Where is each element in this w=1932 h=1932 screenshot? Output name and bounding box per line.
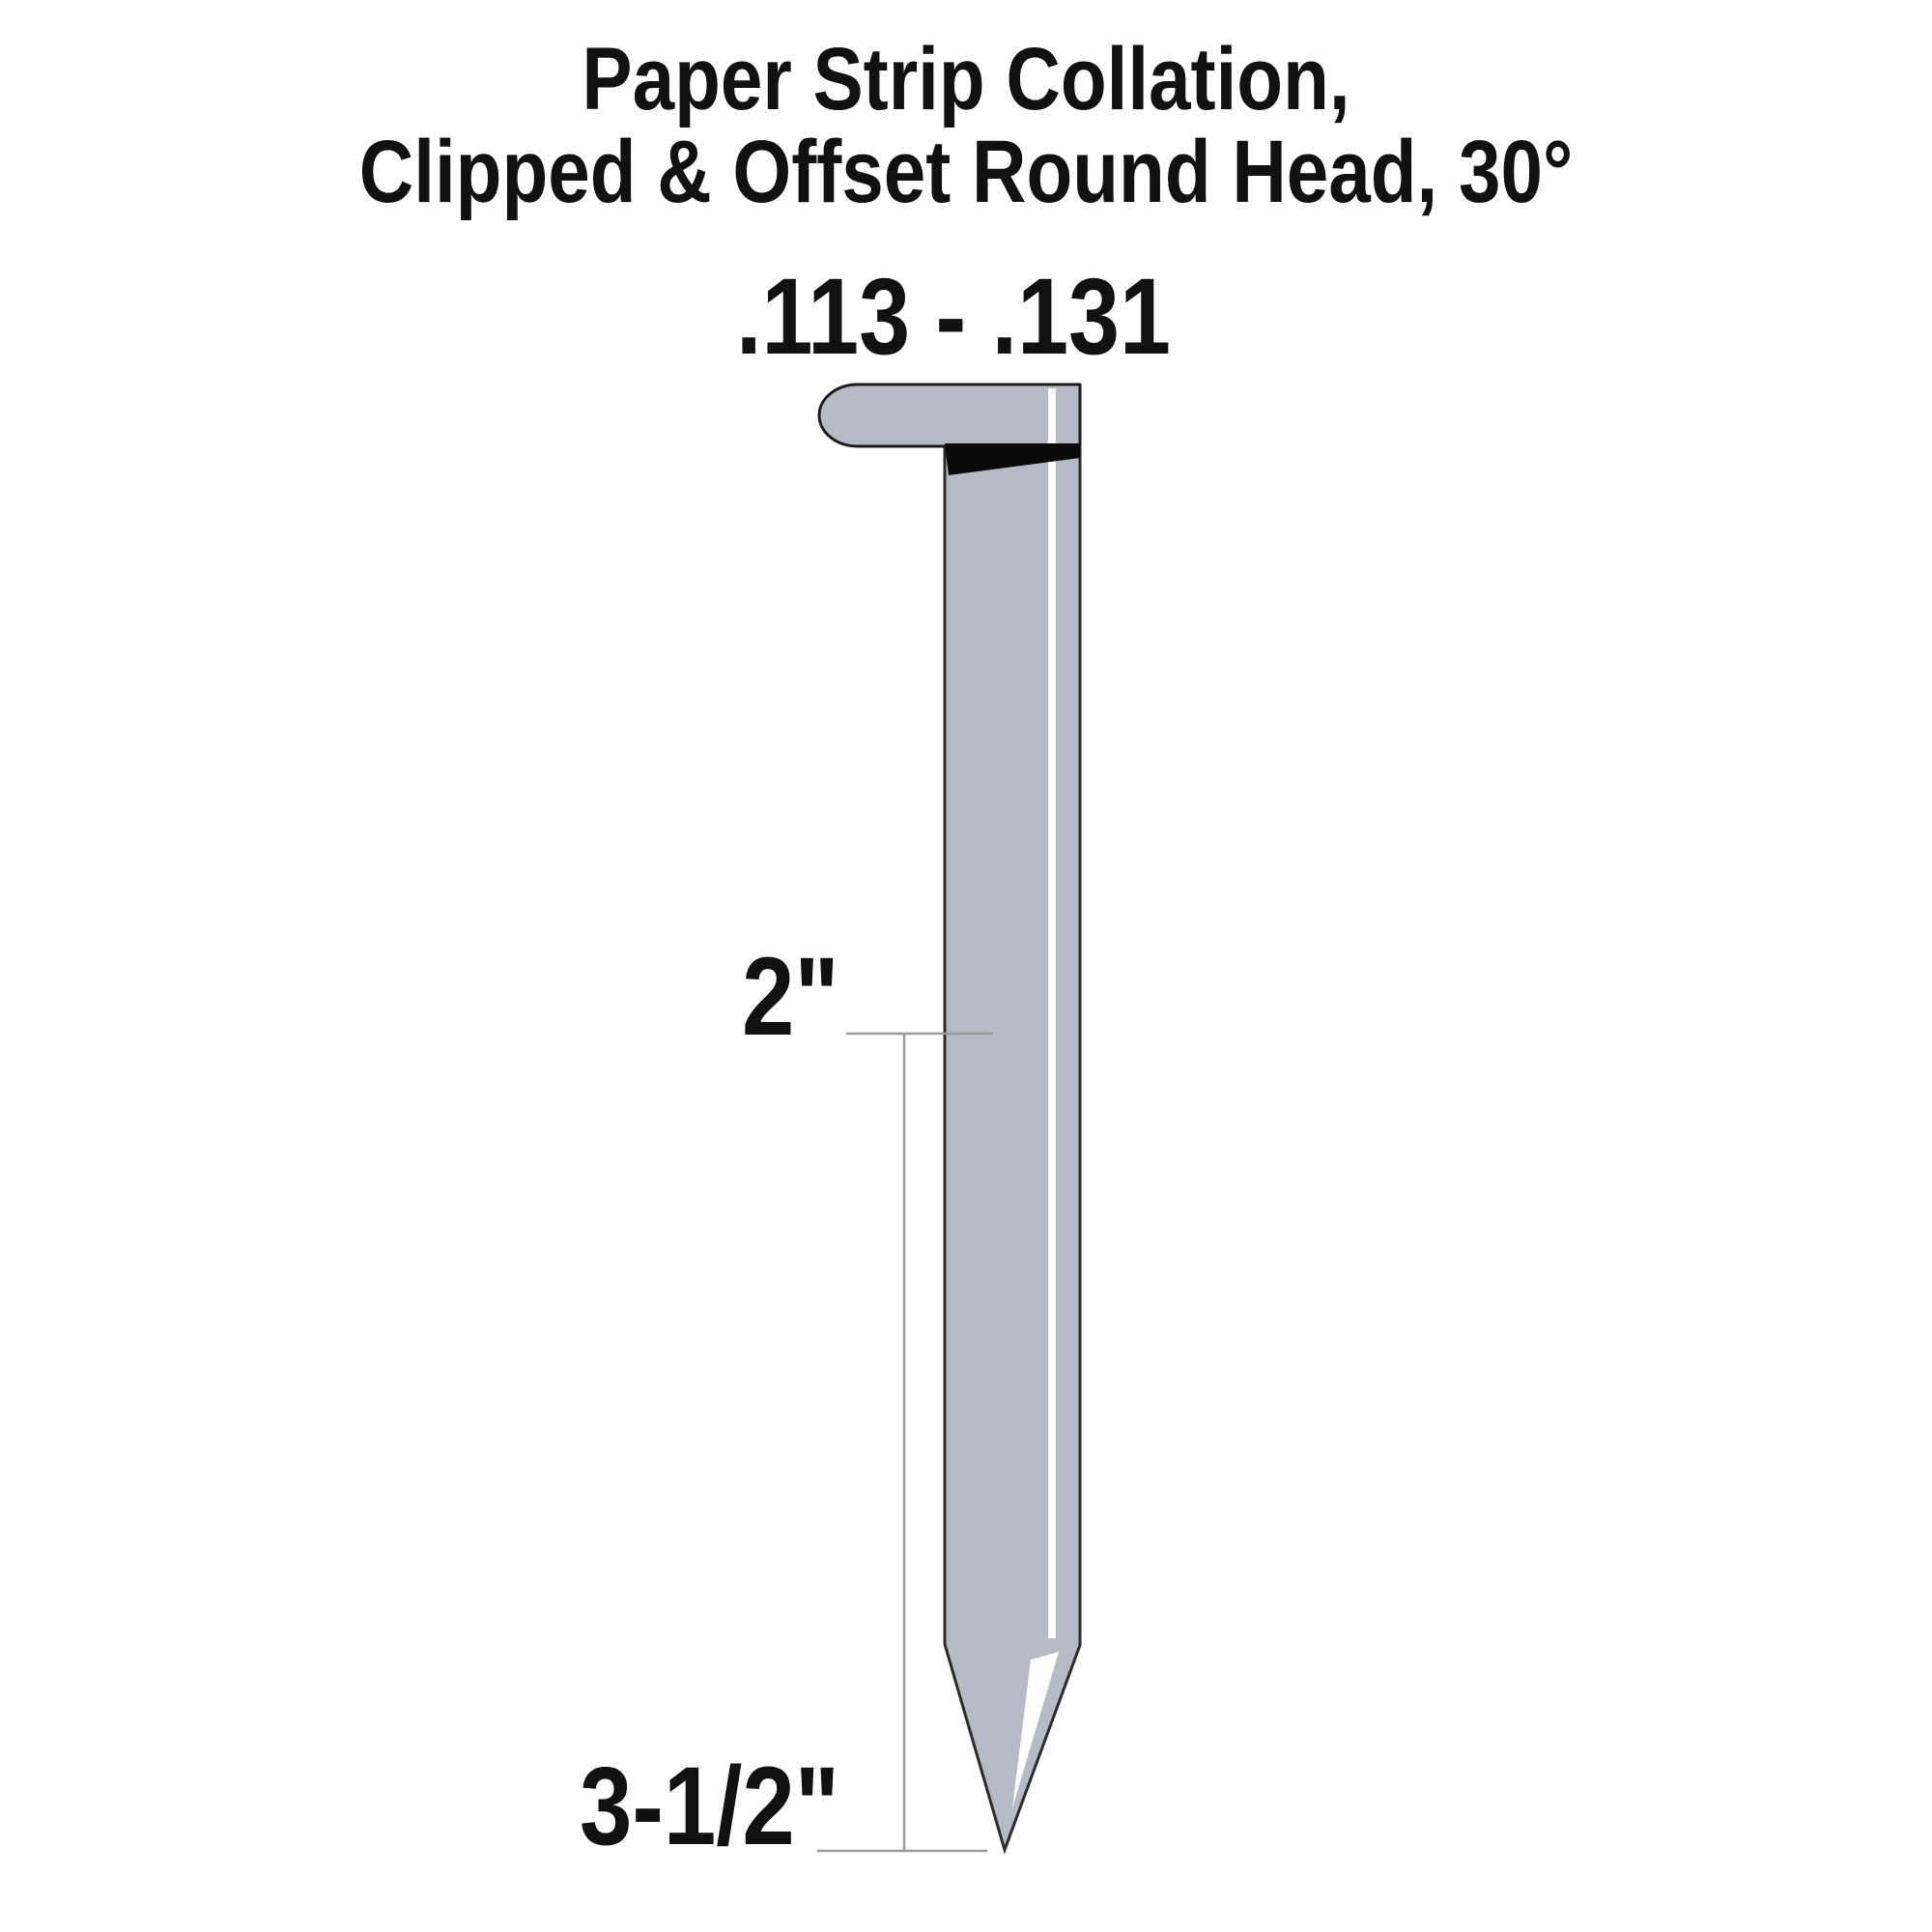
title-line-1: Paper Strip Collation, xyxy=(582,30,1350,128)
diameter-range-label: .113 - .131 xyxy=(736,256,1171,377)
length-3half-label: 3-1/2" xyxy=(580,1745,840,1868)
title-line-2: Clipped & Offset Round Head, 30° xyxy=(358,123,1574,221)
nail-head xyxy=(819,384,1080,446)
length-2in-label: 2" xyxy=(742,935,839,1059)
nail-shank xyxy=(945,446,1080,1850)
